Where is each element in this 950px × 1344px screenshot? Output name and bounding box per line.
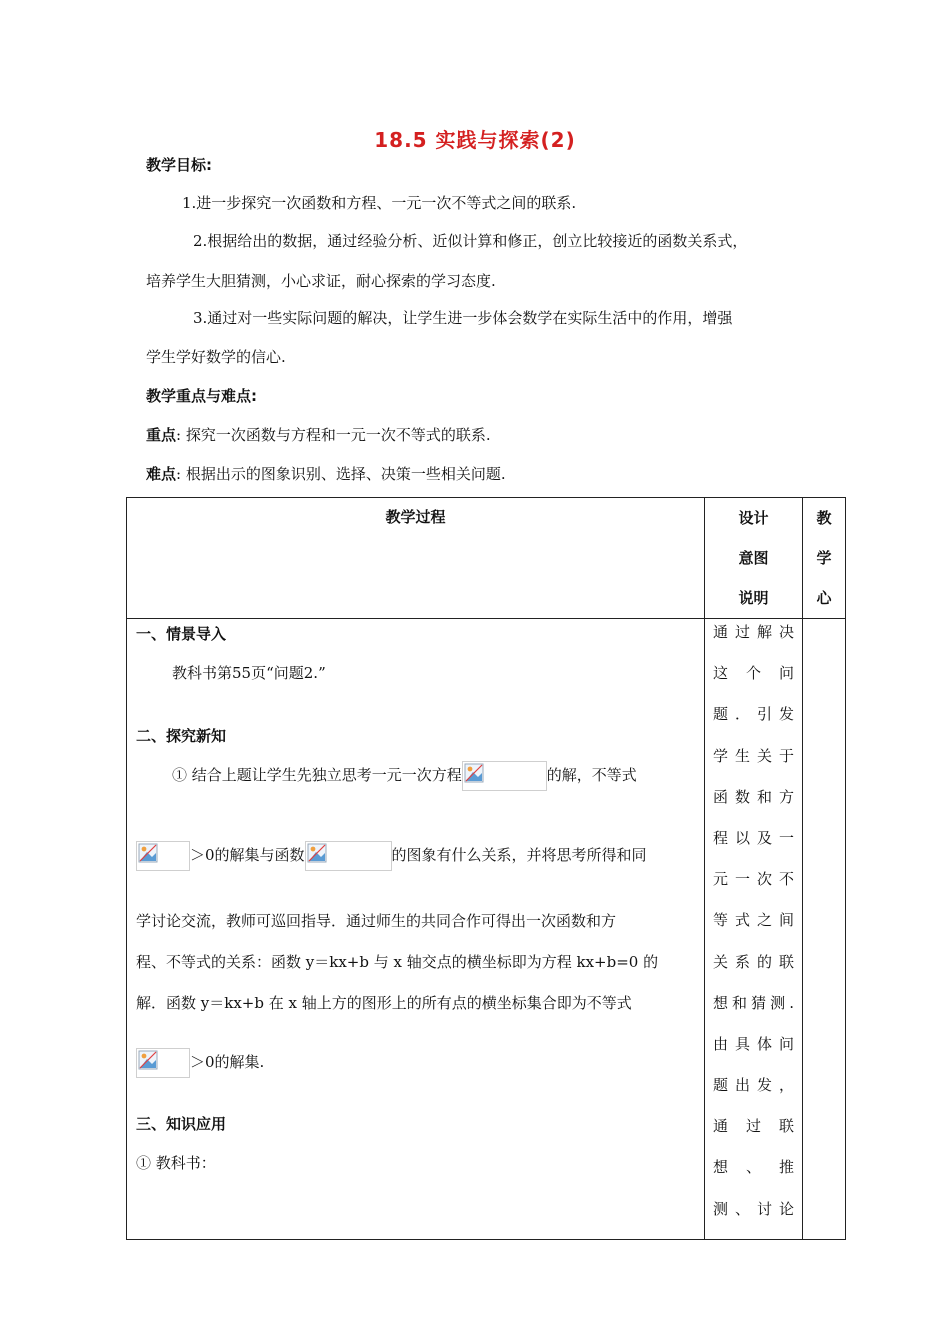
objective-2-line-2: 培养学生大胆猜测，小心求证，耐心探索的学习态度.	[146, 272, 496, 290]
header-reflection-2: 学	[816, 549, 832, 567]
design-note-line: 这 个 问	[713, 664, 794, 683]
difficulty-label: 难点	[146, 465, 177, 483]
table-body-row	[127, 619, 846, 1240]
objective-3-line-1: 3.通过对一些实际问题的解决，让学生进一步体会数学在实际生活中的作用，增强	[193, 309, 733, 327]
objective-1: 1.进一步探究一次函数和方程、一元一次不等式之间的联系.	[182, 194, 577, 212]
section-1-title: 一、情景导入	[136, 625, 227, 643]
paragraph-2	[136, 841, 647, 871]
header-design-3: 说明	[738, 589, 769, 607]
design-note-line: 题．引发	[713, 705, 794, 724]
inequality-image-placeholder-2	[136, 1048, 190, 1078]
document-title: 18.5 实践与探索(2)	[374, 128, 576, 152]
design-note-line: 由具体问	[713, 1034, 794, 1053]
paragraph-1-text-a: ① 结合上题让学生先独立思考一元一次方程	[172, 766, 462, 784]
section-3-text: ① 教科书：	[136, 1154, 216, 1172]
table-header-row	[127, 498, 846, 619]
focus-line	[146, 424, 491, 445]
design-note-line: 程以及一	[713, 828, 794, 847]
section-2-title: 二、探究新知	[136, 727, 227, 745]
header-reflection-1: 教	[816, 509, 832, 527]
section-3-title: 三、知识应用	[136, 1115, 227, 1133]
difficulty-line	[146, 463, 506, 484]
header-cell-reflection	[803, 498, 846, 619]
broken-image-icon	[464, 763, 484, 783]
key-points-heading: 教学重点与难点:	[146, 387, 257, 405]
section-1-text: 教科书第55页“问题2.”	[172, 664, 326, 682]
broken-image-icon	[138, 843, 158, 863]
design-note-line: 测、讨论	[713, 1199, 794, 1218]
equation-image-placeholder	[462, 761, 547, 791]
design-note-line: 函数和方	[713, 787, 794, 806]
header-cell-design	[705, 498, 803, 619]
design-note-line: 学生关于	[713, 746, 794, 765]
design-note-line: 元一次不	[713, 870, 794, 889]
design-note-line: 通过解决	[713, 623, 794, 641]
reflection-cell	[803, 619, 846, 1240]
objectives-heading: 教学目标:	[146, 156, 212, 174]
header-design-2: 意图	[738, 549, 769, 567]
focus-label: 重点	[146, 426, 177, 444]
header-design-1: 设计	[738, 509, 769, 527]
objective-3-line-2: 学生学好数学的信心.	[146, 348, 286, 366]
design-note-line: 想和猜测.	[713, 993, 794, 1012]
paragraph-1-text-b: 的解，不等式	[546, 766, 637, 784]
function-image-placeholder	[305, 841, 392, 871]
header-cell-process	[127, 498, 705, 619]
paragraph-2-text-a: ＞0的解集与函数	[190, 846, 305, 864]
design-note-line: 题出发，	[713, 1076, 794, 1095]
difficulty-text: : 根据出示的图象识别、选择、决策一些相关问题.	[176, 465, 506, 483]
inequality-image-placeholder	[136, 841, 190, 871]
process-cell	[127, 619, 705, 1240]
focus-text: : 探究一次函数与方程和一元一次不等式的联系.	[176, 426, 491, 444]
paragraph-6-text: ＞0的解集.	[190, 1053, 265, 1071]
broken-image-icon	[138, 1050, 158, 1070]
paragraph-2-text-b: 的图象有什么关系，并将思考所得和同	[391, 846, 647, 864]
paragraph-5: 解．函数 y＝kx+b 在 x 轴上方的图形上的所有点的横坐标集合即为不等式	[136, 994, 632, 1012]
broken-image-icon	[307, 843, 327, 863]
objective-2-line-1: 2.根据给出的数据，通过经验分析、近似计算和修正，创立比较接近的函数关系式，	[193, 232, 748, 250]
design-note-line: 关系的联	[713, 952, 794, 971]
paragraph-4: 程、不等式的关系：函数 y＝kx+b 与 x 轴交点的横坐标即为方程 kx+b=0 的	[136, 953, 659, 971]
paragraph-3: 学讨论交流，教师可巡回指导．通过师生的共同合作可得出一次函数和方	[136, 912, 617, 930]
design-note-line: 通 过 联	[713, 1117, 794, 1136]
header-process: 教学过程	[385, 508, 446, 526]
paragraph-1	[172, 761, 637, 791]
lesson-process-table	[126, 497, 846, 1240]
design-notes-cell	[705, 619, 803, 1240]
header-reflection-3: 心	[816, 589, 832, 607]
paragraph-6	[136, 1048, 264, 1078]
design-note-line: 想 、 推	[713, 1158, 794, 1177]
design-note-line: 等式之间	[713, 911, 794, 930]
